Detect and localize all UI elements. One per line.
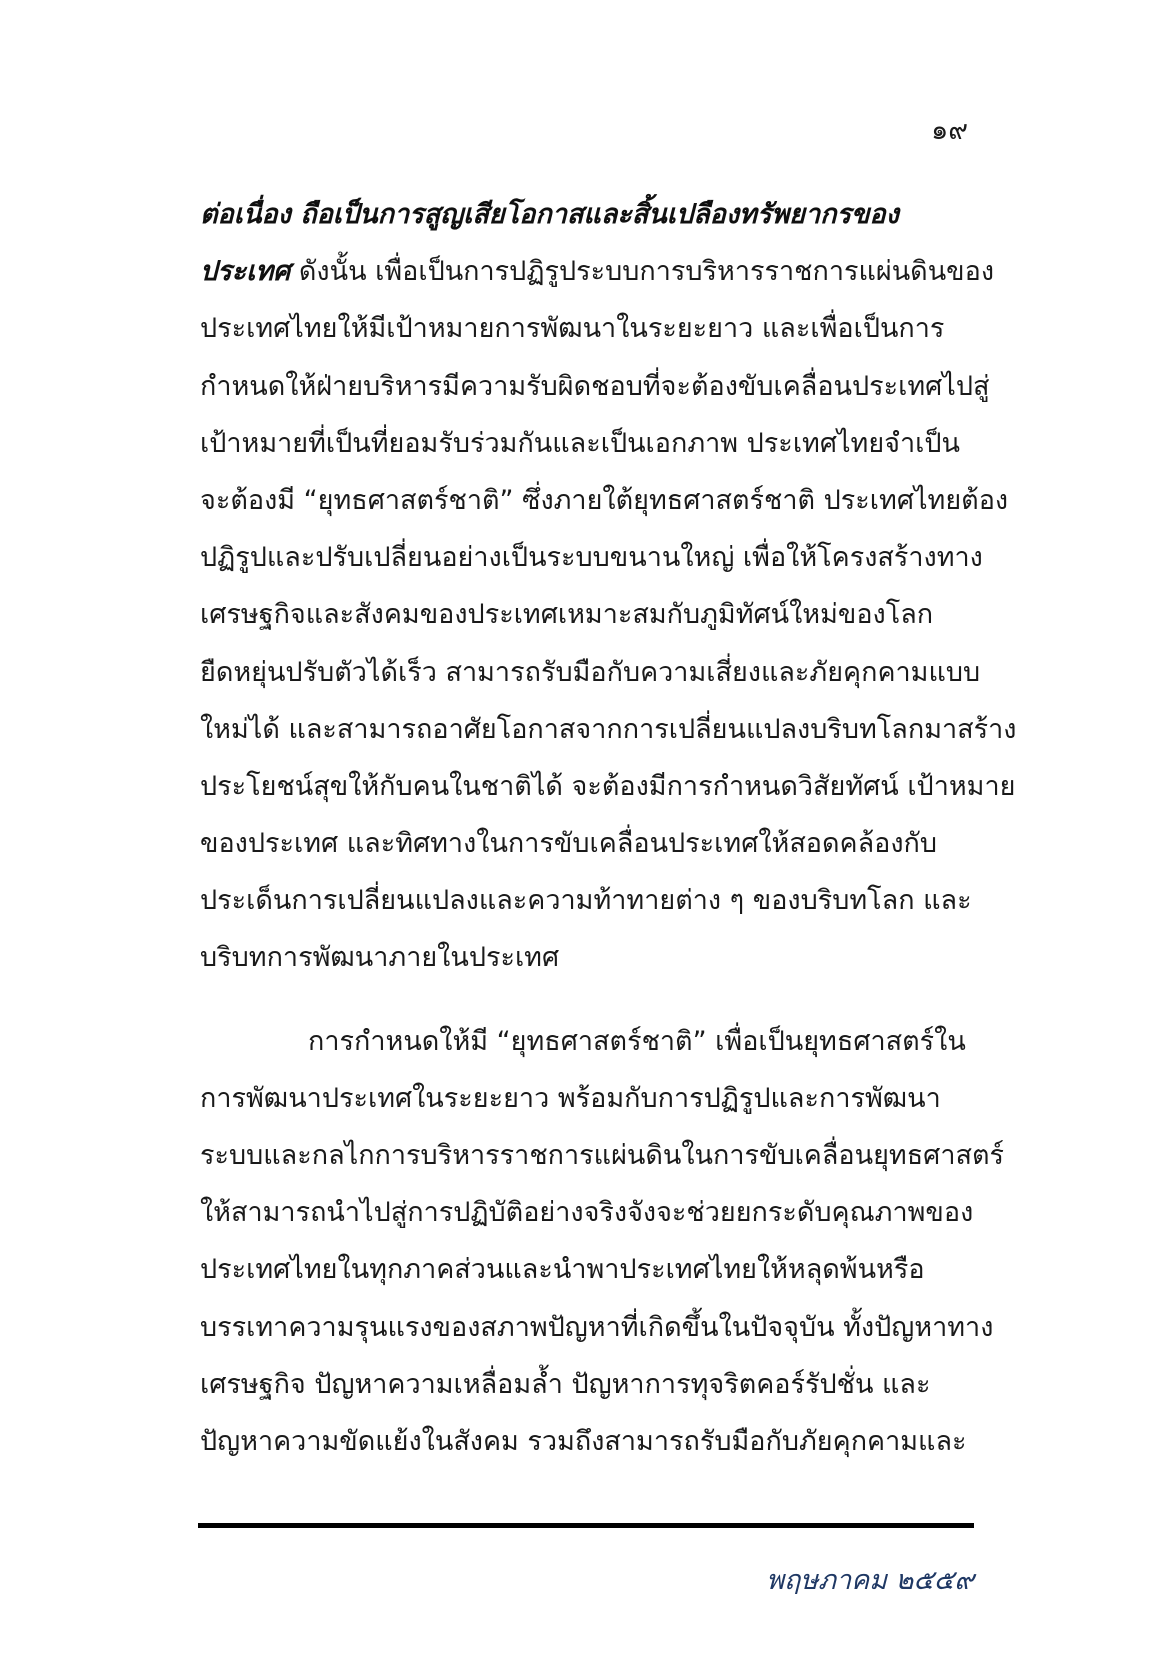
paragraph-spacer xyxy=(200,987,972,1013)
paragraph-2-line: ระบบและกลไกการบริหารราชการแผ่นดินในการขับเคลื่อนยุทธศาสตร์ xyxy=(200,1140,1005,1171)
paragraph-2-line: การพัฒนาประเทศในระยะยาว พร้อมกับการปฏิรูปและการพัฒนา xyxy=(200,1082,941,1114)
paragraph-1-line: ของประเทศ และทิศทางในการขับเคลื่อนประเทศให้สอดคล้องกับ xyxy=(200,828,938,860)
page-number: ๑๙ xyxy=(931,115,968,146)
footer-divider xyxy=(198,1523,974,1528)
paragraph-1-line: จะต้องมี “ยุทธศาสตร์ชาติ” ซึ่งภายใต้ยุทธศาสตร์ชาติ ประเทศไทยต้อง xyxy=(200,484,1009,516)
paragraph-1-line: กำหนดให้ฝ่ายบริหารมีความรับผิดชอบที่จะต้องขับเคลื่อนประเทศไปสู่ xyxy=(200,370,990,402)
paragraph-1-line-1 xyxy=(200,186,972,243)
paragraph-2-line: การกำหนดให้มี “ยุทธศาสตร์ชาติ” เพื่อเป็นยุทธศาสตร์ใน xyxy=(308,1025,966,1057)
paragraph-2-line: เศรษฐกิจ ปัญหาความเหลื่อมล้ำ ปัญหาการทุจริตคอร์รัปชั่น และ xyxy=(200,1368,931,1400)
paragraph-1-line: เศรษฐกิจและสังคมของประเทศเหมาะสมกับภูมิทัศน์ใหม่ของโลก xyxy=(200,599,934,631)
paragraph-2-line: ปัญหาความขัดแย้งในสังคม รวมถึงสามารถรับมือกับภัยคุกคามและ xyxy=(200,1425,967,1457)
emphasized-text: ต่อเนื่อง ถือเป็นการสูญเสียโอกาสและสิ้นเปลืองทรัพยากรของ xyxy=(200,199,899,230)
paragraph-2-line: ประเทศไทยในทุกภาคส่วนและนำพาประเทศไทยให้หลุดพ้นหรือ xyxy=(200,1254,925,1286)
paragraph-1-line: ประเทศไทยให้มีเป้าหมายการพัฒนาในระยะยาว และเพื่อเป็นการ xyxy=(200,313,945,345)
body-text xyxy=(200,186,1017,1470)
paragraph-1-line: ประเด็นการเปลี่ยนแปลงและความท้าทายต่าง ๆ ของบริบทโลก และ xyxy=(200,885,972,917)
paragraph-1-line: บริบทการพัฒนาภายในประเทศ xyxy=(200,942,560,974)
paragraph-1-line: เป้าหมายที่เป็นที่ยอมรับร่วมกันและเป็นเอกภาพ ประเทศไทยจำเป็น xyxy=(200,427,960,459)
paragraph-2-line: ให้สามารถนำไปสู่การปฏิบัติอย่างจริงจังจะช่วยยกระดับคุณภาพของ xyxy=(200,1197,974,1229)
emphasized-text: ประเทศ xyxy=(200,256,291,288)
paragraph-1-line: ยืดหยุ่นปรับตัวได้เร็ว สามารถรับมือกับความเสี่ยงและภัยคุกคามแบบ xyxy=(200,656,981,688)
paragraph-1-line-2 xyxy=(200,243,995,300)
paragraph-1-line: ปฏิรูปและปรับเปลี่ยนอย่างเป็นระบบขนานใหญ่ เพื่อให้โครงสร้างทาง xyxy=(200,542,983,574)
text-run: ดังนั้น เพื่อเป็นการปฏิรูประบบการบริหารราชการแผ่นดินของ xyxy=(290,256,995,288)
paragraph-1-line: ประโยชน์สุขให้กับคนในชาติได้ จะต้องมีการกำหนดวิสัยทัศน์ เป้าหมาย xyxy=(200,770,1016,802)
footer-date: พฤษภาคม ๒๕๕๙ xyxy=(766,1565,974,1596)
paragraph-1-line: ใหม่ได้ และสามารถอาศัยโอกาสจากการเปลี่ยนแปลงบริบทโลกมาสร้าง xyxy=(200,713,1017,745)
paragraph-2-line: บรรเทาความรุนแรงของสภาพปัญหาที่เกิดขึ้นในปัจจุบัน ทั้งปัญหาทาง xyxy=(200,1311,994,1343)
